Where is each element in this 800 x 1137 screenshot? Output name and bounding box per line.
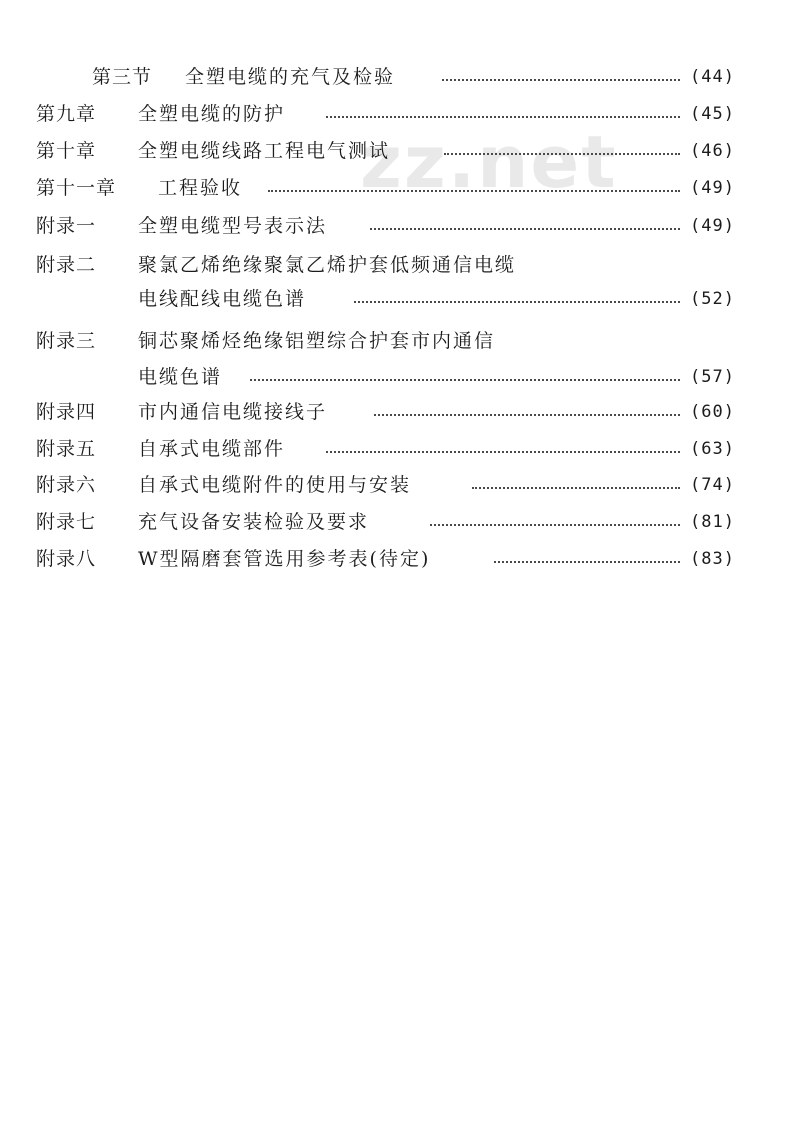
toc-entry[interactable] xyxy=(0,397,800,427)
dot-leader xyxy=(370,228,680,230)
page-number: (49) xyxy=(690,216,735,236)
dot-leader xyxy=(326,451,680,453)
entry-title-continuation: 电线配线电缆色谱 xyxy=(138,288,307,310)
entry-label: 第三节 xyxy=(92,66,153,88)
entry-label: 附录二 xyxy=(36,254,97,276)
entry-label: 附录八 xyxy=(36,548,97,570)
page-number: (46) xyxy=(690,141,735,161)
page-number: (83) xyxy=(690,549,735,569)
entry-title: 聚氯乙烯绝缘聚氯乙烯护套低频通信电缆 xyxy=(138,254,517,276)
entry-label: 附录六 xyxy=(36,474,97,496)
dot-leader xyxy=(268,190,680,192)
entry-title: W型隔磨套管选用参考表(待定) xyxy=(138,548,431,570)
entry-title: 市内通信电缆接线子 xyxy=(138,401,328,423)
dot-leader xyxy=(494,561,680,563)
dot-leader xyxy=(442,79,680,81)
entry-label: 附录七 xyxy=(36,511,97,533)
page-number: (49) xyxy=(690,178,735,198)
page-number: (57) xyxy=(690,367,735,387)
entry-title: 铜芯聚烯烃绝缘铝塑综合护套市内通信 xyxy=(138,330,496,352)
entry-label: 第十一章 xyxy=(36,177,117,199)
toc-entry[interactable] xyxy=(0,99,800,129)
watermark: zz.net xyxy=(360,120,618,204)
toc-entry[interactable] xyxy=(0,136,800,166)
toc-entry[interactable] xyxy=(0,173,800,203)
entry-title: 全塑电缆的防护 xyxy=(138,103,286,125)
dot-leader xyxy=(430,524,680,526)
dot-leader xyxy=(472,487,680,489)
entry-title: 自承式电缆附件的使用与安装 xyxy=(138,474,412,496)
page-number: (44) xyxy=(690,67,735,87)
dot-leader xyxy=(354,301,680,303)
entry-label: 附录四 xyxy=(36,401,97,423)
entry-title: 全塑电缆型号表示法 xyxy=(138,215,328,237)
toc-entry[interactable] xyxy=(0,544,800,574)
toc-entry[interactable] xyxy=(0,470,800,500)
entry-title: 工程验收 xyxy=(158,177,243,199)
toc-entry[interactable] xyxy=(0,211,800,241)
entry-label: 附录三 xyxy=(36,330,97,352)
entry-title: 全塑电缆线路工程电气测试 xyxy=(138,140,391,162)
entry-title: 自承式电缆部件 xyxy=(138,438,286,460)
toc-entry[interactable] xyxy=(0,326,800,356)
dot-leader xyxy=(326,116,680,118)
entry-label: 第九章 xyxy=(36,103,97,125)
entry-title-continuation: 电缆色谱 xyxy=(138,366,223,388)
toc-entry[interactable] xyxy=(0,507,800,537)
toc-entry[interactable] xyxy=(0,250,800,280)
toc-entry-continuation[interactable] xyxy=(0,362,800,392)
toc-entry-continuation[interactable] xyxy=(0,284,800,314)
page-number: (81) xyxy=(690,512,735,532)
entry-label: 附录一 xyxy=(36,215,97,237)
entry-label: 第十章 xyxy=(36,140,97,162)
page-number: (74) xyxy=(690,475,735,495)
page-number: (60) xyxy=(690,402,735,422)
entry-title: 充气设备安装检验及要求 xyxy=(138,511,370,533)
toc-entry[interactable] xyxy=(0,434,800,464)
dot-leader xyxy=(374,414,680,416)
dot-leader xyxy=(250,379,680,381)
page-number: (63) xyxy=(690,439,735,459)
page-number: (45) xyxy=(690,104,735,124)
page-number: (52) xyxy=(690,289,735,309)
toc-entry[interactable] xyxy=(0,62,800,92)
entry-title: 全塑电缆的充气及检验 xyxy=(185,66,396,88)
dot-leader xyxy=(444,153,680,155)
entry-label: 附录五 xyxy=(36,438,97,460)
